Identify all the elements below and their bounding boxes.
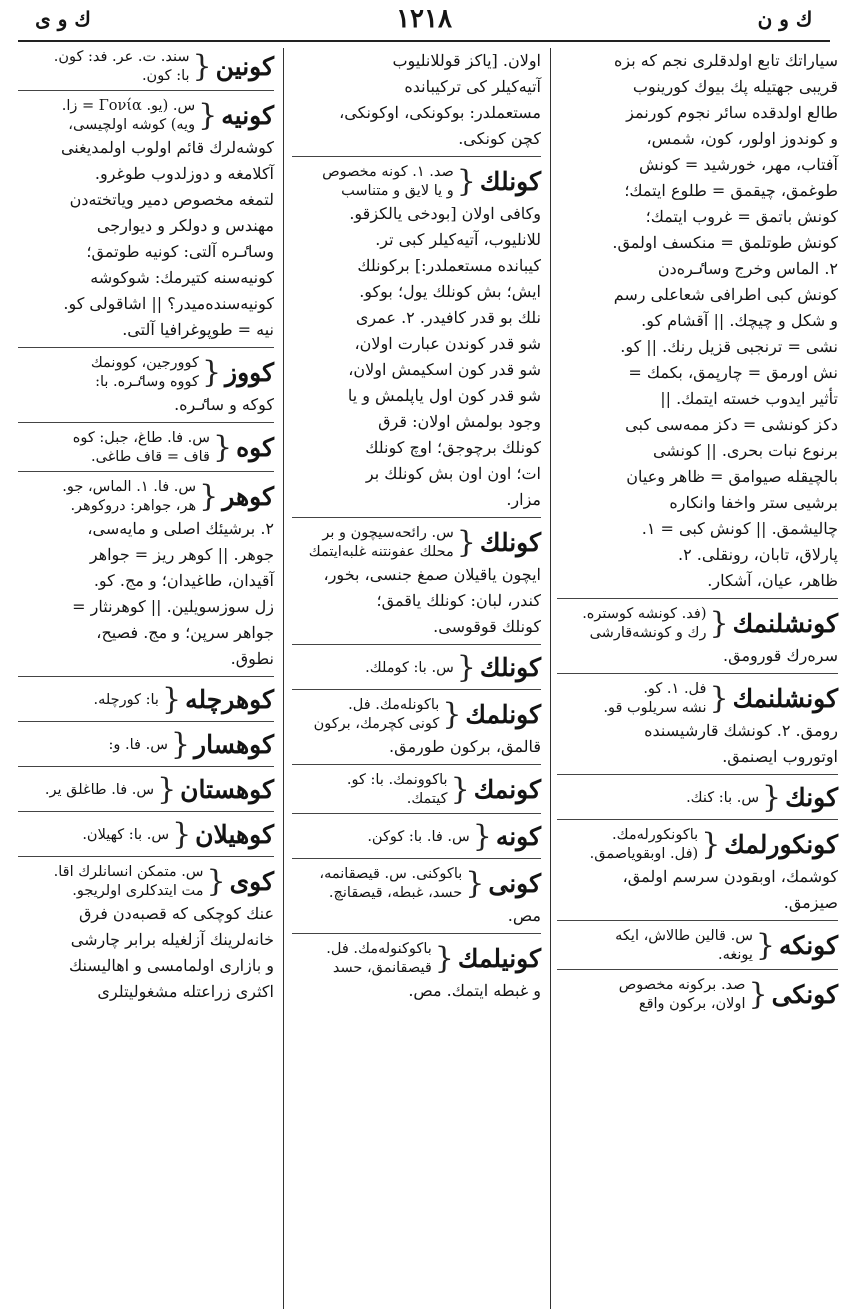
definition-line: کونی کچرمك، برکون <box>313 716 440 732</box>
definition-brace: { <box>170 727 190 762</box>
definition-intro <box>314 696 440 734</box>
definition-line: نشی = ترنجبی قزیل رنك. || کو. <box>620 337 838 356</box>
definition-intro <box>590 826 699 864</box>
definition-line: مزار. <box>506 490 541 509</box>
definition-intro <box>347 771 448 809</box>
definition-brace: { <box>450 772 470 807</box>
column-divider <box>550 48 551 1309</box>
dictionary-entry <box>292 156 541 513</box>
definition-line: رك و کونشەقارشی <box>589 625 707 641</box>
dictionary-entry <box>18 471 274 672</box>
dictionary-entry <box>18 856 274 1005</box>
definition-intro <box>54 48 190 86</box>
header-left-guide-word: ك و ى <box>35 7 91 31</box>
definition-line: سرەرك قورومق. <box>723 646 838 665</box>
definition-line: برشیی ستر واخفا وانکارە <box>669 493 838 512</box>
definition-brace: { <box>434 941 454 976</box>
definition-brace: { <box>472 819 492 854</box>
definition-line: باکوکنی. س. قیصقانمە، <box>319 866 463 882</box>
column-right <box>555 48 840 1311</box>
definition-brace: { <box>456 164 476 199</box>
entry-head <box>18 478 274 516</box>
definition-line: کچن کونکی. <box>458 129 541 148</box>
definition-line: (فل. اوبقویاصمق. <box>589 846 699 862</box>
definition-intro <box>615 927 753 965</box>
definition-line: کندر، لبان: کونلك یاقمق؛ <box>376 591 541 610</box>
definition-brace: { <box>206 864 226 899</box>
definition-intro <box>603 680 706 718</box>
headword: کووز <box>225 358 274 387</box>
definition-intro <box>109 736 168 755</box>
definition-line: کوشەلرك قائم اولوب اولمدیغنی <box>60 138 274 157</box>
dictionary-entry <box>292 813 541 854</box>
definition-line: قاف = قاف طاغی. <box>91 449 210 465</box>
definition-line: شو قدر کون اول یاپلمش و یا <box>347 386 541 405</box>
definition-line: نلك بو قدر کافیدر. ٢. عمری <box>355 308 541 327</box>
dictionary-entry <box>557 920 838 965</box>
definition-line: قالمق، برکون طورمق. <box>389 737 541 756</box>
entry-head <box>292 820 541 854</box>
definition-intro <box>93 691 159 710</box>
dictionary-entry <box>557 598 838 669</box>
definition-intro <box>322 163 454 201</box>
definition-brace: { <box>192 49 212 84</box>
headword: کوهیلان <box>195 820 274 849</box>
headword: کوهسار <box>194 730 274 759</box>
definition-brace: { <box>157 772 177 807</box>
definition-line: س. با: کنك. <box>686 789 760 806</box>
definition-line: ٢. الماس وخرج وساٸرەدن <box>657 259 838 278</box>
entry-head <box>292 696 541 734</box>
definition-intro <box>686 789 759 808</box>
definition-line: طالع اولدقدە سائر نجوم کورنمز <box>626 103 838 122</box>
column-left <box>14 48 278 1311</box>
definition-line: عنك کوچکی کە قصبەدن فرق <box>78 904 274 923</box>
definition-line: مستعملدر: بوکونکی، اوکونکی، <box>339 103 541 122</box>
definition-intro <box>54 863 204 901</box>
definition-line: آکلامغە و دوزلدوب طوغرو. <box>94 164 274 183</box>
entry-head <box>557 826 838 864</box>
dictionary-entry <box>292 858 541 929</box>
definition-brace: { <box>161 682 182 717</box>
entry-head <box>18 863 274 901</box>
definition-intro <box>619 976 746 1014</box>
definition-brace: { <box>456 650 476 685</box>
definition-line: کونیەسنە کتیرمك: شوکوشە <box>90 268 274 287</box>
definition-line: اکثری زراعتلە مشغولیتلری <box>97 982 274 1001</box>
definition-line: آقیدان، طاغیدان؛ و مج. کو. <box>93 571 274 590</box>
entry-head <box>18 773 274 807</box>
definition-line: ظاهر، عیان، آشکار. <box>707 571 838 590</box>
headword: کونلك <box>479 167 541 196</box>
definition-line: اوتوروب ایصنمق. <box>722 747 838 766</box>
definition-line: زل سوزسویلین. || کوهرنثار = <box>72 597 274 616</box>
definition-line: با: کورچلە. <box>93 691 159 708</box>
headword: کونلك <box>479 528 541 557</box>
definition-line: س. فا. طاغلق یر. <box>44 781 155 798</box>
dictionary-entry <box>292 933 541 1004</box>
definition-line: خانەلرینك آزلغیلە برابر چارشی <box>70 930 274 949</box>
definition-line: کونلك قوقوسی. <box>433 617 541 636</box>
headword: کوهستان <box>180 775 274 804</box>
headword: کوهر <box>222 482 274 511</box>
definition-line: فل. ١. کو. <box>643 681 707 697</box>
definition-intro <box>367 828 469 847</box>
definition-line: (فد. کونشە کوسترە. <box>582 606 707 622</box>
definition-line: کوشمك، اوبقودن سرسم اولمق، <box>622 867 838 886</box>
definition-line: س. با: کهیلان. <box>82 826 170 843</box>
dictionary-entry <box>292 764 541 809</box>
dictionary-entry <box>557 48 838 594</box>
definition-line: باکونلەمك. فل. <box>348 697 440 713</box>
definition-line: جوهر. || کوهر ریز = جواهر <box>89 545 274 564</box>
definition-line: کیباندە مستعملدر:] برکونلك <box>357 256 541 275</box>
headword: کونیلمك <box>457 944 541 973</box>
entry-head <box>557 976 838 1014</box>
definition-line: تأثیر ایدوب خستە ایتمك. || <box>660 389 838 408</box>
definition-line: س. فا. و: <box>108 736 168 753</box>
definition-line: قریبی جهتیلە پك بیوك کورینوب <box>632 77 838 96</box>
definition-line: کوکە و ساٸرە. <box>174 395 274 414</box>
definition-intro <box>62 478 196 516</box>
definition-line: وکافی اولان [بودخی یالکزقو. <box>349 204 541 223</box>
entry-head <box>18 48 274 86</box>
entry-head <box>18 97 274 135</box>
definition-line: کوورجین، کوونمك <box>90 355 199 371</box>
definition-line: س. قالین طالاش، ایکە <box>615 928 753 944</box>
entry-head <box>557 927 838 965</box>
entry-head <box>18 818 274 852</box>
definition-line: باکونکورلەمك. <box>612 827 699 843</box>
definition-line: صد. ١. کونە مخصوص <box>322 164 454 180</box>
definition-line: س. فا. طاغ، جبل: کوە <box>72 430 210 446</box>
definition-line: هر، جواهر: دروکوهر. <box>70 498 197 514</box>
definition-line: مص. <box>507 906 541 925</box>
definition-brace: { <box>198 98 218 133</box>
definition-line: شو قدر کوندن عبارت اولان، <box>354 334 541 353</box>
definition-line: آفتاب، مهر، خورشید = کونش <box>639 155 838 174</box>
definition-line: کووە وساٸرە. با: <box>95 374 199 390</box>
dictionary-entry <box>18 676 274 717</box>
headword: کونی <box>488 869 541 898</box>
definition-line: شو قدر کون اسکیمش اولان، <box>348 360 541 379</box>
definition-line: سند. ت. عر. فد: کون. <box>53 49 190 65</box>
entry-head <box>292 163 541 201</box>
headword: کونکی <box>771 980 838 1009</box>
entry-head <box>292 524 541 562</box>
definition-intro <box>326 940 432 978</box>
definition-line: نشە سریلوب قو. <box>603 700 707 716</box>
headword: کونکورلمك <box>724 830 838 859</box>
dictionary-entry <box>18 811 274 852</box>
definition-line: سیاراتك تابع اولدقلری نجم کە بزە <box>614 51 838 70</box>
definition-line: مت ایتدکلری اولریجو. <box>72 883 204 899</box>
dictionary-entry <box>557 969 838 1014</box>
headword: کونك <box>785 783 838 812</box>
dictionary-entry <box>292 517 541 640</box>
dictionary-entry <box>557 819 838 916</box>
definition-line: مهندس و دولکر و دیوارجی <box>96 216 274 235</box>
definition-line: جواهر سرپن؛ و مج. فصیح، <box>96 623 274 642</box>
entry-head <box>18 354 274 392</box>
definition-line: محلك عفونتنە غلبەایتمك <box>308 544 454 560</box>
definition-line: نطوق. <box>230 649 274 668</box>
definition-intro <box>82 826 169 845</box>
header-divider <box>18 40 830 42</box>
definition-line: پارلاق، تابان، رونقلی. ٢. <box>678 545 838 564</box>
definition-line: کونش طوتلمق = منکسف اولمق. <box>612 233 838 252</box>
headword: کونکە <box>779 931 838 960</box>
entry-head <box>18 429 274 467</box>
definition-line: س. فا. با: کوکن. <box>367 828 470 845</box>
definition-intro <box>309 524 454 562</box>
definition-line: کیتمك. <box>406 791 448 807</box>
definition-brace: { <box>709 681 729 716</box>
headword: کوی <box>229 867 274 896</box>
definition-brace: { <box>201 355 222 390</box>
definition-line: نش اورمق = چارپمق، بکمك = <box>628 363 838 382</box>
definition-line: ایش؛ بش کونلك یول؛ بوکو. <box>359 282 541 301</box>
entry-head <box>557 605 838 643</box>
definition-line: کونیەسندەمیدر؟ || اشاقولی کو. <box>63 294 274 313</box>
definition-line: س. (یو. Γονία = زا. <box>61 98 196 114</box>
definition-line: س. رائحەسیچون و بر <box>322 525 454 541</box>
definition-line: و بازاری اولمامسی و اهالیسنك <box>69 956 274 975</box>
entry-head <box>292 865 541 903</box>
definition-line: س. با: کوملك. <box>365 659 454 676</box>
entry-head <box>557 781 838 815</box>
definition-line: بالچیقلە صیوامق = ظاهر وعیان <box>626 467 838 486</box>
headword: کونشلنمك <box>732 609 838 638</box>
definition-brace: { <box>755 928 776 963</box>
dictionary-entry <box>18 347 274 418</box>
definition-line: و غبطە ایتمك. مص. <box>408 981 541 1000</box>
headword: کونلك <box>479 653 541 682</box>
definition-brace: { <box>212 430 233 465</box>
entry-head <box>557 680 838 718</box>
headword: کونلمك <box>465 700 541 729</box>
definition-brace: { <box>199 479 219 514</box>
definition-line: رومق. ٢. کونشك قارشیسندە <box>644 721 838 740</box>
headword: کونشلنمك <box>732 684 838 713</box>
definition-line: س. فا. ١. الماس، جو. <box>62 479 197 495</box>
definition-line: ٢. برشیئك اصلی و مایەسی، <box>87 519 274 538</box>
entry-head <box>292 771 541 809</box>
column-middle <box>288 48 545 1311</box>
headword: کونمك <box>473 775 541 804</box>
dictionary-entry <box>292 644 541 685</box>
dictionary-entry <box>18 721 274 762</box>
definition-intro <box>319 865 462 903</box>
page-header <box>18 4 830 34</box>
definition-line: صد. برکونە مخصوص <box>618 977 746 993</box>
definition-line: ات؛ اون اون بش کونلك بر <box>365 464 541 483</box>
definition-line: اولان. [یاکز قوللانلیوب <box>392 51 541 70</box>
definition-line: برنوع نبات بحری. || کونشی <box>652 441 838 460</box>
column-divider <box>283 48 284 1309</box>
definition-line: کونلك برچوجق؛ اوچ کونلك <box>365 438 541 457</box>
definition-line: حسد، غبطە، قیصقانچ. <box>328 885 463 901</box>
dictionary-entry <box>18 90 274 343</box>
definition-line: با: کون. <box>141 68 190 84</box>
definition-line: للانلیوب، آتیەکیلر کبی تر. <box>375 230 541 249</box>
definition-intro <box>62 97 195 135</box>
definition-line: اولان، برکون واقع <box>638 996 746 1012</box>
definition-brace: { <box>172 817 192 852</box>
definition-line: لتمغە مخصوص دمیر ویاتختەدن <box>69 190 274 209</box>
definition-line: باکوونمك. با: کو. <box>346 772 448 788</box>
headword: کونیە <box>221 101 274 130</box>
definition-brace: { <box>748 977 768 1012</box>
headword: کونین <box>215 52 274 81</box>
entry-head <box>18 728 274 762</box>
definition-brace: { <box>701 827 721 862</box>
entry-head <box>18 683 274 717</box>
headword: کوهرچلە <box>185 685 274 714</box>
dictionary-entry <box>292 689 541 760</box>
page-number: ١٢١٨ <box>396 4 452 34</box>
definition-line: چالیشمق. || کونش کبی = ١. <box>641 519 838 538</box>
dictionary-entry <box>557 673 838 770</box>
definition-line: طوغمق، چیقمق = طلوع ایتمك؛ <box>624 181 838 200</box>
dictionary-entry <box>18 766 274 807</box>
definition-line: قیصقانمق، حسد <box>332 960 432 976</box>
definition-intro <box>91 354 199 392</box>
definition-line: آتیەکیلر کی ترکیباندە <box>404 77 541 96</box>
definition-line: و شکل و چیچك. || آقشام کو. <box>641 311 838 330</box>
definition-line: یونغە. <box>717 947 753 963</box>
dictionary-entry <box>292 48 541 152</box>
definition-brace: { <box>709 606 729 641</box>
definition-line: وجود بولمش اولان: قرق <box>378 412 541 431</box>
header-right-guide-word: ك و ن <box>757 7 813 31</box>
definition-intro <box>582 605 706 643</box>
definition-line: ایچون یاقیلان صمغ جنسی، بخور، <box>323 565 541 584</box>
definition-line: کونش کبی اطرافی شعاعلی رسم <box>613 285 838 304</box>
dictionary-entry <box>557 774 838 815</box>
dictionary-entry <box>18 422 274 467</box>
headword: کوە <box>236 433 274 462</box>
definition-brace: { <box>456 525 476 560</box>
definition-brace: { <box>442 697 462 732</box>
entry-head <box>292 940 541 978</box>
dictionary-entry <box>18 48 274 86</box>
headword: کونە <box>495 822 541 851</box>
definition-line: س. متمکن انسانلرك اقا. <box>53 864 204 880</box>
definition-line: وساٸرە آلتی: کونیە طوتمق؛ <box>86 242 274 261</box>
definition-line: کونش باتمق = غروب ایتمك؛ <box>645 207 838 226</box>
definition-brace: { <box>465 866 485 901</box>
entry-head <box>292 651 541 685</box>
definition-line: صیزمق. <box>783 893 838 912</box>
definition-brace: { <box>762 780 782 815</box>
definition-intro <box>45 781 154 800</box>
definition-line: و کوندوز اولور، کون، شمس، <box>646 129 838 148</box>
definition-line: باکوکنولەمك. فل. <box>326 941 432 957</box>
definition-intro <box>73 429 210 467</box>
definition-line: ویە) کوشە اولچیسی، <box>68 117 196 133</box>
definition-line: نیە = طوپوغرافیا آلتی. <box>122 320 274 339</box>
definition-line: دکز کونشی = دکز ممەسی کبی <box>625 415 838 434</box>
definition-line: و یا لایق و متناسب <box>341 183 454 199</box>
definition-intro <box>365 659 454 678</box>
